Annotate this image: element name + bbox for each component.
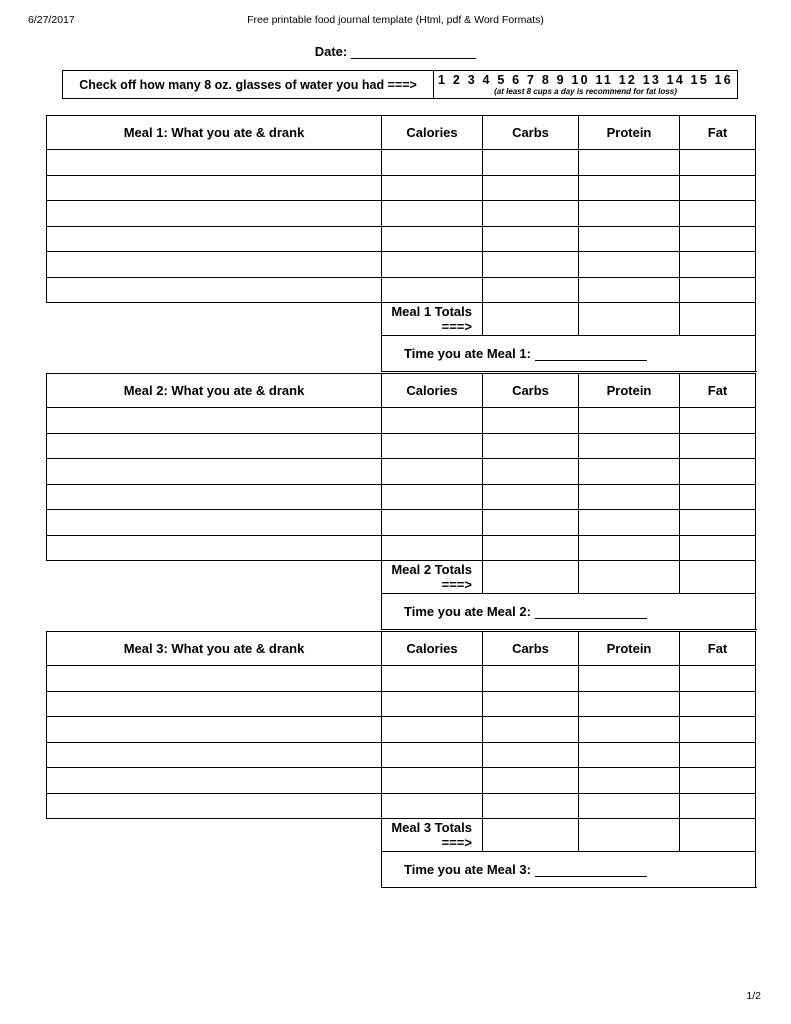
calories-cell[interactable] [382, 793, 483, 819]
food-cell[interactable] [47, 666, 382, 692]
food-cell[interactable] [47, 535, 382, 561]
protein-cell[interactable] [579, 459, 680, 485]
meal-block-2 [46, 373, 755, 630]
column-header-calories: Calories [382, 374, 483, 408]
spacer-cell [47, 594, 382, 630]
food-cell[interactable] [47, 484, 382, 510]
table-row [47, 277, 756, 303]
column-header-carbs: Carbs [483, 374, 579, 408]
fat-cell[interactable] [680, 408, 756, 434]
fat-cell[interactable] [680, 252, 756, 278]
totals-row [47, 819, 756, 852]
spacer-cell [47, 561, 382, 594]
fat-cell[interactable] [680, 484, 756, 510]
meal-table-3 [46, 631, 756, 888]
totals-carbs-cell[interactable] [579, 819, 680, 852]
calories-cell[interactable] [382, 717, 483, 743]
spacer-cell [47, 852, 382, 888]
water-numbers[interactable]: 1 2 3 4 5 6 7 8 9 10 11 12 13 14 15 16 [438, 72, 733, 87]
time-blank-line-2[interactable] [535, 606, 647, 619]
fat-cell[interactable] [680, 666, 756, 692]
carbs-cell[interactable] [483, 433, 579, 459]
calories-cell[interactable] [382, 666, 483, 692]
calories-cell[interactable] [382, 252, 483, 278]
table-row [47, 201, 756, 227]
fat-cell[interactable] [680, 175, 756, 201]
calories-cell[interactable] [382, 691, 483, 717]
table-row [47, 742, 756, 768]
protein-cell[interactable] [579, 484, 680, 510]
carbs-cell[interactable] [483, 768, 579, 794]
meal-heading-2: Meal 2: What you ate & drank [47, 374, 382, 408]
column-header-calories: Calories [382, 116, 483, 150]
protein-cell[interactable] [579, 433, 680, 459]
calories-cell[interactable] [382, 150, 483, 176]
time-row [47, 852, 756, 888]
totals-row [47, 303, 756, 336]
carbs-cell[interactable] [483, 459, 579, 485]
fat-cell[interactable] [680, 535, 756, 561]
food-cell[interactable] [47, 510, 382, 536]
date-label: Date: [314, 44, 348, 59]
food-cell[interactable] [47, 226, 382, 252]
table-header-row [47, 116, 756, 150]
totals-calories-cell[interactable] [483, 819, 579, 852]
table-row [47, 717, 756, 743]
table-row [47, 408, 756, 434]
column-header-fat: Fat [680, 632, 756, 666]
fat-cell[interactable] [680, 201, 756, 227]
table-row [47, 433, 756, 459]
protein-cell[interactable] [579, 175, 680, 201]
carbs-cell[interactable] [483, 717, 579, 743]
date-blank-line[interactable] [351, 46, 476, 59]
carbs-cell[interactable] [483, 484, 579, 510]
fat-cell[interactable] [680, 226, 756, 252]
protein-cell[interactable] [579, 510, 680, 536]
carbs-cell[interactable] [483, 277, 579, 303]
protein-cell[interactable] [579, 150, 680, 176]
fat-cell[interactable] [680, 510, 756, 536]
protein-cell[interactable] [579, 666, 680, 692]
totals-protein-cell[interactable] [680, 561, 756, 594]
water-prompt: Check off how many 8 oz. glasses of water you had ===> [63, 71, 434, 98]
time-field-2[interactable] [382, 594, 756, 630]
column-header-protein: Protein [579, 116, 680, 150]
food-cell[interactable] [47, 150, 382, 176]
time-blank-line-3[interactable] [535, 864, 647, 877]
print-date: 6/27/2017 [28, 14, 75, 26]
water-tracker-box [62, 70, 738, 99]
calories-cell[interactable] [382, 742, 483, 768]
table-row [47, 535, 756, 561]
table-row [47, 175, 756, 201]
protein-cell[interactable] [579, 252, 680, 278]
time-blank-line-1[interactable] [535, 348, 647, 361]
meal-table-1 [46, 115, 756, 372]
fat-cell[interactable] [680, 433, 756, 459]
carbs-cell[interactable] [483, 175, 579, 201]
table-row [47, 691, 756, 717]
protein-cell[interactable] [579, 226, 680, 252]
protein-cell[interactable] [579, 793, 680, 819]
calories-cell[interactable] [382, 484, 483, 510]
totals-carbs-cell[interactable] [579, 303, 680, 336]
totals-row [47, 561, 756, 594]
table-header-row [47, 632, 756, 666]
carbs-cell[interactable] [483, 252, 579, 278]
time-label-2: Time you ate Meal 2: [404, 604, 531, 619]
totals-protein-cell[interactable] [680, 303, 756, 336]
fat-cell[interactable] [680, 793, 756, 819]
spacer-cell [47, 336, 382, 372]
carbs-cell[interactable] [483, 201, 579, 227]
column-header-protein: Protein [579, 374, 680, 408]
food-cell[interactable] [47, 459, 382, 485]
food-cell[interactable] [47, 691, 382, 717]
calories-cell[interactable] [382, 510, 483, 536]
page-number: 1/2 [746, 990, 761, 1002]
food-cell[interactable] [47, 175, 382, 201]
column-header-fat: Fat [680, 374, 756, 408]
table-row [47, 252, 756, 278]
carbs-cell[interactable] [483, 793, 579, 819]
column-header-protein: Protein [579, 632, 680, 666]
carbs-cell[interactable] [483, 510, 579, 536]
calories-cell[interactable] [382, 535, 483, 561]
time-label-1: Time you ate Meal 1: [404, 346, 531, 361]
meal-block-1 [46, 115, 755, 372]
calories-cell[interactable] [382, 768, 483, 794]
protein-cell[interactable] [579, 535, 680, 561]
time-field-3[interactable] [382, 852, 756, 888]
meal-totals-label-3: Meal 3 Totals ===> [382, 819, 483, 852]
table-row [47, 793, 756, 819]
carbs-cell[interactable] [483, 666, 579, 692]
food-cell[interactable] [47, 277, 382, 303]
time-label-3: Time you ate Meal 3: [404, 862, 531, 877]
food-cell[interactable] [47, 793, 382, 819]
protein-cell[interactable] [579, 717, 680, 743]
fat-cell[interactable] [680, 742, 756, 768]
table-row [47, 484, 756, 510]
column-header-calories: Calories [382, 632, 483, 666]
time-row [47, 336, 756, 372]
protein-cell[interactable] [579, 277, 680, 303]
column-header-carbs: Carbs [483, 116, 579, 150]
table-row [47, 150, 756, 176]
water-note: (at least 8 cups a day is recommend for fat loss) [494, 86, 677, 96]
protein-cell[interactable] [579, 408, 680, 434]
fat-cell[interactable] [680, 768, 756, 794]
time-field-1[interactable] [382, 336, 756, 372]
protein-cell[interactable] [579, 201, 680, 227]
carbs-cell[interactable] [483, 691, 579, 717]
calories-cell[interactable] [382, 277, 483, 303]
carbs-cell[interactable] [483, 408, 579, 434]
meal-table-2 [46, 373, 756, 630]
protein-cell[interactable] [579, 768, 680, 794]
carbs-cell[interactable] [483, 226, 579, 252]
spacer-cell [47, 303, 382, 336]
print-header [0, 14, 791, 30]
food-cell[interactable] [47, 408, 382, 434]
protein-cell[interactable] [579, 691, 680, 717]
fat-cell[interactable] [680, 459, 756, 485]
table-row [47, 459, 756, 485]
table-header-row [47, 374, 756, 408]
food-cell[interactable] [47, 201, 382, 227]
calories-cell[interactable] [382, 433, 483, 459]
table-row [47, 510, 756, 536]
table-row [47, 226, 756, 252]
carbs-cell[interactable] [483, 150, 579, 176]
date-field[interactable] [0, 44, 791, 59]
fat-cell[interactable] [680, 691, 756, 717]
food-cell[interactable] [47, 252, 382, 278]
column-header-carbs: Carbs [483, 632, 579, 666]
meal-block-3 [46, 631, 755, 888]
fat-cell[interactable] [680, 717, 756, 743]
food-cell[interactable] [47, 433, 382, 459]
calories-cell[interactable] [382, 201, 483, 227]
meal-totals-label-2: Meal 2 Totals ===> [382, 561, 483, 594]
meal-heading-3: Meal 3: What you ate & drank [47, 632, 382, 666]
meal-totals-label-1: Meal 1 Totals ===> [382, 303, 483, 336]
water-scale[interactable] [434, 71, 737, 98]
table-row [47, 768, 756, 794]
totals-calories-cell[interactable] [483, 303, 579, 336]
table-row [47, 666, 756, 692]
calories-cell[interactable] [382, 408, 483, 434]
fat-cell[interactable] [680, 277, 756, 303]
totals-calories-cell[interactable] [483, 561, 579, 594]
column-header-fat: Fat [680, 116, 756, 150]
calories-cell[interactable] [382, 226, 483, 252]
time-row [47, 594, 756, 630]
calories-cell[interactable] [382, 459, 483, 485]
calories-cell[interactable] [382, 175, 483, 201]
protein-cell[interactable] [579, 742, 680, 768]
fat-cell[interactable] [680, 150, 756, 176]
food-cell[interactable] [47, 742, 382, 768]
carbs-cell[interactable] [483, 535, 579, 561]
document-title: Free printable food journal template (Html, pdf & Word Formats) [247, 14, 544, 26]
food-cell[interactable] [47, 768, 382, 794]
spacer-cell [47, 819, 382, 852]
meal-heading-1: Meal 1: What you ate & drank [47, 116, 382, 150]
carbs-cell[interactable] [483, 742, 579, 768]
totals-protein-cell[interactable] [680, 819, 756, 852]
food-cell[interactable] [47, 717, 382, 743]
totals-carbs-cell[interactable] [579, 561, 680, 594]
